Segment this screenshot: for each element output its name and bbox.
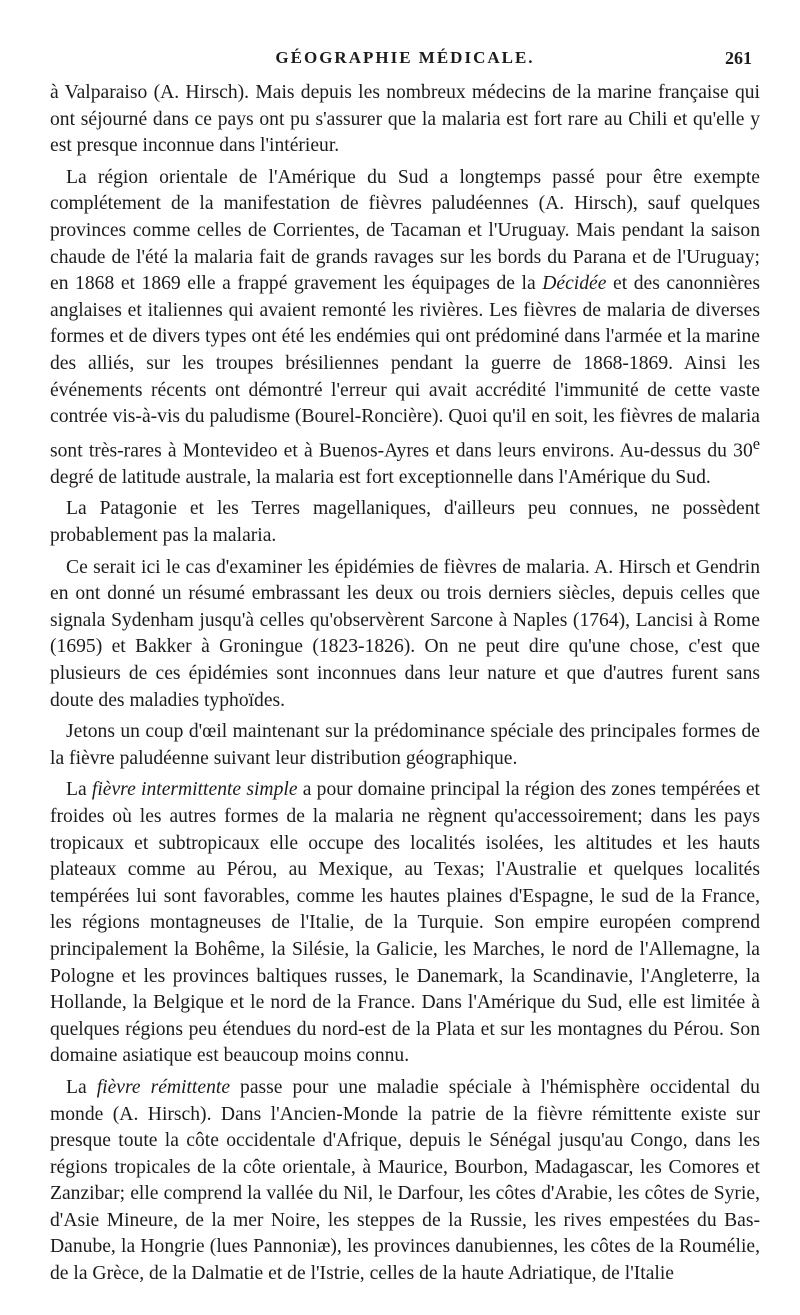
text-run: La bbox=[66, 779, 92, 801]
running-title: GÉOGRAPHIE MÉDICALE. bbox=[275, 48, 535, 67]
paragraph-5 bbox=[50, 719, 760, 772]
body-text bbox=[50, 80, 760, 1288]
paragraph-2 bbox=[50, 165, 760, 492]
italic-text: Décidée bbox=[542, 273, 607, 295]
text-run: à Valparaiso (A. Hirsch). Mais depuis les nombreux médecins de la marine française qui ont séjourné dans ce pays ont pu s'assurer que la malaria est fort rare au Chili et qu'elle y est presque inconnue dans l'intérieur. bbox=[50, 82, 760, 157]
paragraph-6 bbox=[50, 777, 760, 1070]
paragraph-1 bbox=[50, 80, 760, 160]
italic-text: fièvre rémittente bbox=[96, 1076, 231, 1098]
text-run: Jetons un coup d'œil maintenant sur la prédominance spéciale des principales formes de la fièvre paludéenne suivant leur distribution géographique. bbox=[50, 721, 760, 769]
text-run: La Patagonie et les Terres magellaniques, d'ailleurs peu connues, ne possèdent probablement pas la malaria. bbox=[50, 498, 760, 547]
text-run: a pour domaine principal la région des zones tempérées et froides où les autres formes de la malaria ne règnent qu'accessoirement; dans les pays tropicaux et subtropicaux elle occupe des localités isolées, les altitudes et les hauts plateaux comme au Pérou, au Mexique, au Texas; l'Australie et quelques localités tempérées lui sont favorables, comme les hautes plaines d'Espagne, le sud de la France, les régions montagneuses de l'Italie, de la Turquie. Son empire européen comprend principalement la Bohême, la Silésie, la Galicie, les Marches, le nord de l'Allemagne, la Pologne et les provinces baltiques russes, le Danemark, la Scandinavie, l'Angleterre, la Hollande, la Belgique et le nord de la France. Dans l'Amérique du Sud, elle est limitée à quelques régions peu étendues du nord-est de la Plata et sur les montagnes du Pérou. Son domaine asiatique est beaucoup moins connu. bbox=[50, 779, 760, 1067]
italic-text: fièvre intermittente simple bbox=[91, 779, 298, 801]
text-run: degré de latitude australe, la malaria est fort exceptionnelle dans l'Amérique du Sud. bbox=[50, 466, 711, 488]
text-run: et des canonnières anglaises et italiennes qui avaient remonté les rivières. Les fièvres de malaria de diverses formes et de divers types ont été les endémies qui ont prédominé dans l'armée et la marine des alliés, sur les troupes brésiliennes pendant la guerre de 1868-1869. Ainsi les événements récents ont démontré l'erreur qui avait accrédité l'immunité de cette vaste contrée vis-à-vis du paludisme (Bourel-Roncière). Quoi qu'il en soit, les fièvres de malaria sont très-rares à Montevideo et à Buenos-Ayres et dans leurs environs. Au-dessus du 30 bbox=[50, 273, 760, 462]
paragraph-3 bbox=[50, 496, 760, 549]
text-run: Ce serait ici le cas d'examiner les épidémies de fièvres de malaria. A. Hirsch et Gendrin en ont donné un résumé embrassant les deux ou trois derniers siècles, depuis celles que signala Sydenham jusqu'à celles qu'observèrent Sarcone à Naples (1764), Lancisi à Rome (1695) et Bakker à Groningue (1823-1826). On ne peut dire qu'une chose, c'est que plusieurs de ces épidémies sont inconnues dans leur nature et que d'autres furent sans doute des maladies typhoïdes. bbox=[50, 556, 760, 711]
text-run: La région orientale de l'Amérique du Sud a longtemps passé pour être exempte complétement de la manifestation de fièvres paludéennes (A. Hirsch), sauf quelques provinces comme celles de Corrientes, de Tacaman et l'Uruguay. Mais pendant la saison chaude de l'été la malaria fait de grands ravages sur les bords du Parana et de l'Uruguay; en 1868 et 1869 elle a frappé gravement les équipages de la bbox=[50, 166, 760, 295]
text-run: La bbox=[66, 1076, 97, 1098]
paragraph-7 bbox=[50, 1075, 760, 1288]
text-run: passe pour une maladie spéciale à l'hémisphère occidental du monde (A. Hirsch). Dans l'Ancien-Monde la patrie de la fièvre rémittente existe sur presque toute la côte occidentale d'Afrique, depuis le Sénégal jusqu'au Congo, dans les régions tropicales de la côte orientale, à Maurice, Bourbon, Madagascar, les Comores et Zanzibar; elle comprend la vallée du Nil, le Darfour, les côtes d'Arabie, les côtes de Syrie, d'Asie Mineure, de la mer Noire, les steppes de la Russie, les rives empestées du Bas-Danube, la Hongrie (lues Pannoniæ), les provinces danubiennes, les côtes de la Roumélie, de la Grèce, de la Dalmatie et de l'Istrie, celles de la haute Adriatique, de l'Italie bbox=[50, 1076, 760, 1285]
page-header bbox=[50, 48, 760, 80]
superscript-text: e bbox=[752, 433, 760, 453]
page-number: 261 bbox=[725, 48, 752, 68]
paragraph-4 bbox=[50, 555, 760, 715]
